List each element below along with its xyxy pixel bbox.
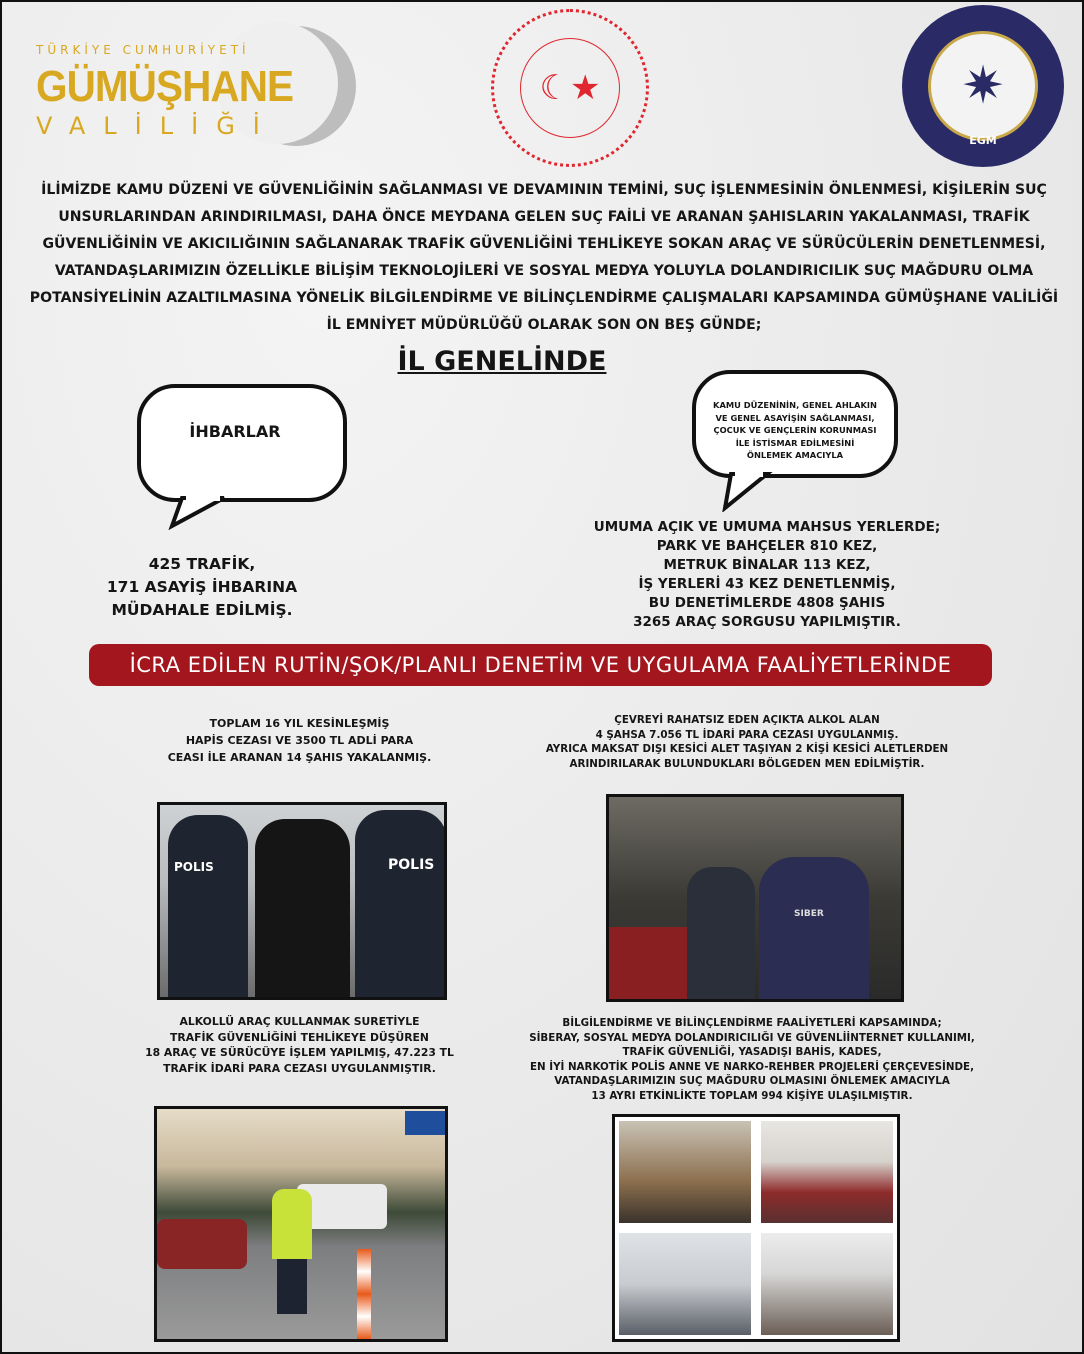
speech-bubble-left	[137, 384, 347, 502]
caption-line: 4 ŞAHSA 7.056 TL İDARİ PARA CEZASI UYGULANMIŞ.	[595, 728, 899, 741]
event-photo	[619, 1233, 751, 1335]
car	[157, 1219, 247, 1269]
logo-line2: GÜMÜŞHANE	[36, 62, 294, 111]
logo-line1: TÜRKİYE CUMHURİYETİ	[36, 43, 250, 57]
polis-label: POLIS	[174, 860, 214, 874]
traffic-officer-legs	[277, 1259, 307, 1314]
bubble-line: VE GENEL ASAYİŞİN SAĞLANMASI,	[715, 412, 875, 423]
polis-label: POLIS	[388, 857, 435, 873]
photo-arrest	[157, 802, 447, 1000]
bubble-line: İLE İSTİSMAR EDİLMESİNİ	[735, 437, 855, 448]
photo-inspection	[606, 794, 904, 1002]
caption-line: TOPLAM 16 YIL KESİNLEŞMİŞ	[209, 717, 390, 730]
stat-line: BU DENETİMLERDE 4808 ŞAHIS	[648, 595, 886, 611]
stat-line: PARK VE BAHÇELER 810 KEZ,	[656, 538, 878, 554]
caption-line: TRAFİK İDARİ PARA CEZASI UYGULANMIŞTIR.	[163, 1061, 436, 1075]
red-chairs	[609, 927, 699, 1002]
bubble-tail-left	[162, 496, 232, 530]
gumushane-valiligi-logo	[36, 40, 326, 140]
icisleri-bakanligi-seal	[491, 9, 649, 167]
stat-line: 3265 ARAÇ SORGUSU YAPILMIŞTIR.	[633, 614, 901, 630]
stat-line: MÜDAHALE EDİLMİŞ.	[111, 601, 293, 619]
stat-line: İŞ YERLERİ 43 KEZ DENETLENMİŞ,	[638, 576, 896, 592]
bubble-line: ÖNLEMEK AMACIYLA	[746, 450, 844, 460]
siber-label: SIBER	[794, 909, 824, 919]
right-stats	[537, 518, 997, 632]
photo-collage-events	[612, 1114, 900, 1342]
caption-line: TRAFİK GÜVENLİĞİ, YASADIŞI BAHİS, KADES,	[622, 1046, 882, 1058]
caption-alcohol	[532, 713, 962, 771]
emniyet-mudurlugu-badge	[902, 5, 1064, 167]
caption-arrest	[142, 715, 457, 766]
officer-figure	[687, 867, 755, 1002]
egm-label: EGM	[969, 134, 997, 147]
badge-inner	[928, 31, 1038, 141]
bubble-line: ÇOCUK VE GENÇLERİN KORUNMASI	[713, 425, 877, 435]
caption-line: CEASI İLE ARANAN 14 ŞAHIS YAKALANMIŞ.	[167, 751, 432, 764]
bubble-left-text: İHBARLAR	[189, 422, 281, 441]
caption-line: 18 ARAÇ VE SÜRÜCÜYE İŞLEM YAPILMIŞ, 47.223 TL	[145, 1046, 454, 1059]
caption-line: ÇEVREYİ RAHATSIZ EDEN AÇIKTA ALKOL ALAN	[614, 714, 880, 726]
bubble-line: KAMU DÜZENİNİN, GENEL AHLAKIN	[713, 400, 877, 410]
caption-line: EN İYİ NARKOTİK POLİS ANNE VE NARKO-REHBER PROJELERİ ÇERÇEVESİNDE,	[530, 1060, 974, 1073]
turkey-map-icon: ☾★	[520, 38, 620, 138]
caption-line: ARINDIRILARAK BULUNDUKLARI BÖLGEDEN MEN EDİLMİŞTİR.	[569, 757, 925, 770]
bubble-tail-right	[717, 472, 777, 512]
caption-line: VATANDAŞLARIMIZIN SUÇ MAĞDURU OLMASINI ÖNLEMEK AMACIYLA	[554, 1075, 950, 1087]
caption-traffic	[127, 1014, 472, 1076]
officer-figure	[168, 815, 248, 1000]
stat-line: METRUK BİNALAR 113 KEZ,	[663, 557, 871, 573]
logo-line3: VALİLİĞİ	[36, 112, 278, 140]
police-star-icon: ✷	[961, 56, 1005, 116]
stat-line: 425 TRAFİK,	[148, 555, 256, 573]
road-sign	[405, 1111, 448, 1135]
caption-line: ALKOLLÜ ARAÇ KULLANMAK SURETİYLE	[179, 1015, 420, 1028]
left-stats	[82, 553, 322, 622]
caption-line: 13 AYRI ETKİNLİKTE TOPLAM 994 KİŞİYE ULAŞILMIŞTIR.	[591, 1089, 913, 1102]
photo-traffic-check	[154, 1106, 448, 1342]
intro-paragraph: İLİMİZDE KAMU DÜZENİ VE GÜVENLİĞİNİN SAĞLANMASI VE DEVAMININ TEMİNİ, SUÇ İŞLENMESİNİN ÖNLENMESİ, KİŞİLERİN SUÇ UNSURLARINDAN ARINDIRILMASI, DAHA ÖNCE MEYDANA GELEN SUÇ FAİLİ VE ARANAN ŞAHISLARIN YAKALANMASI, TRAFİK GÜVENLİĞİNİN VE AKICILIĞININ SAĞLANARAK TRAFİK GÜVENLİĞİNİ TEHLİKEYE SOKAN ARAÇ VE SÜRÜCÜLERİN DENETLENMESİ, VATANDAŞLARIMIZIN ÖZELLİKLE BİLİŞİM TEKNOLOJİLERİ VE SOSYAL MEDYA YOLUYLA DOLANDIRICILIK SUÇ MAĞDURU OLMA POTANSİYELİNİN AZALTILMASINA YÖNELİK BİLGİLENDİRME VE BİLİNÇLENDİRME ÇALIŞMALARI KAPSAMINDA GÜMÜŞHANE VALİLİĞİ İL EMNİYET MÜDÜRLÜĞÜ OLARAK SON ON BEŞ GÜNDE;	[29, 182, 1059, 333]
officer-figure	[759, 857, 869, 1002]
traffic-officer	[272, 1189, 312, 1259]
caption-awareness	[522, 1016, 982, 1103]
event-photo	[761, 1233, 893, 1335]
section-title: İL GENELİNDE	[397, 346, 607, 377]
caption-line: HAPİS CEZASI VE 3500 TL ADLİ PARA	[185, 734, 414, 747]
suspect-figure	[255, 819, 350, 1000]
caption-line: SİBERAY, SOSYAL MEDYA DOLANDIRICILIĞI VE GÜVENLİİNTERNET KULLANIMI,	[529, 1031, 975, 1044]
stat-line: UMUMA AÇIK VE UMUMA MAHSUS YERLERDE;	[593, 519, 941, 535]
stat-line: 171 ASAYİŞ İHBARINA	[106, 578, 298, 596]
speech-bubble-right	[692, 370, 898, 478]
event-photo	[761, 1121, 893, 1223]
bubble-right-text	[696, 399, 894, 462]
officer-figure	[355, 810, 447, 1000]
caption-line: AYRICA MAKSAT DIŞI KESİCİ ALET TAŞIYAN 2 KİŞİ KESİCİ ALETLERDEN	[545, 743, 949, 755]
event-photo	[619, 1121, 751, 1223]
activities-banner: İCRA EDİLEN RUTİN/ŞOK/PLANLI DENETİM VE UYGULAMA FAALİYETLERİNDE	[89, 644, 992, 686]
caption-line: TRAFİK GÜVENLİĞİNİ TEHLİKEYE DÜŞÜREN	[170, 1030, 429, 1044]
traffic-cones	[357, 1249, 371, 1339]
caption-line: BİLGİLENDİRME VE BİLİNÇLENDİRME FAALİYETLERİ KAPSAMINDA;	[562, 1017, 942, 1029]
